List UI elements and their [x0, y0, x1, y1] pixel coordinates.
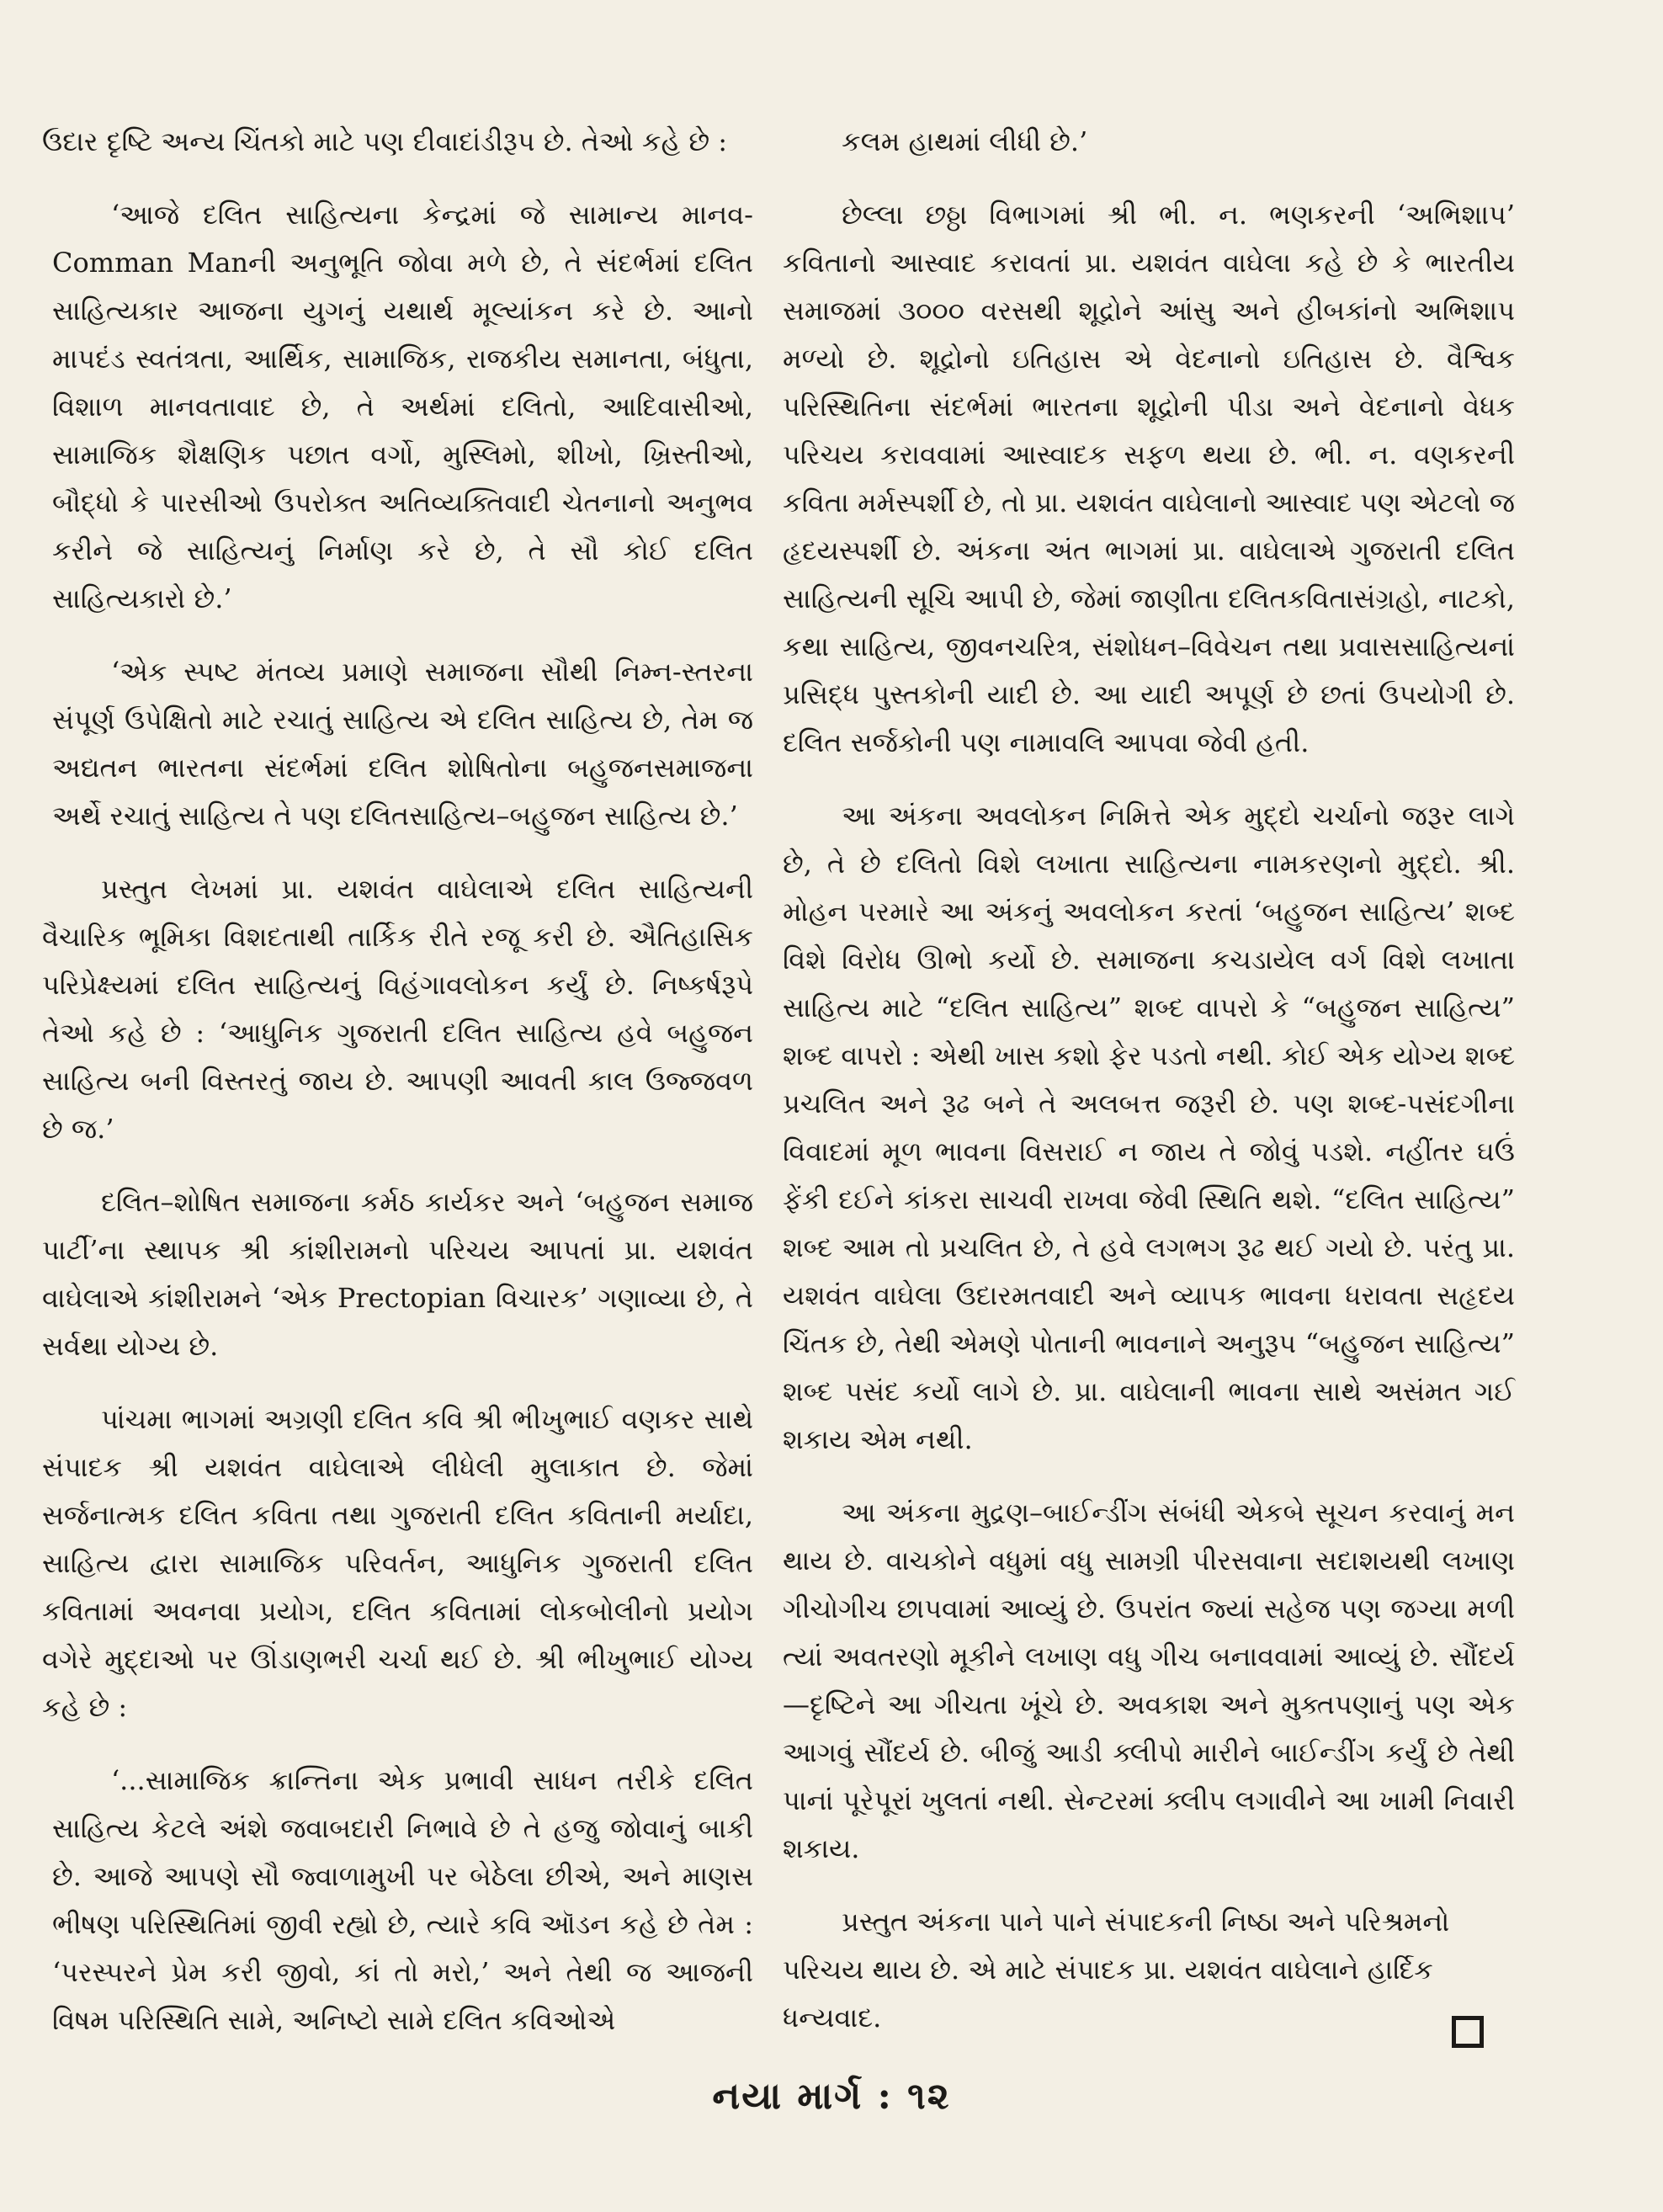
- left-column: [42, 118, 753, 2070]
- paragraph: આ અંકના મુદ્રણ–બાઈન્ડીંગ સંબંધી એકબે સૂચન કરવાનું મન થાય છે. વાચકોને વધુમાં વધુ સામગ્રી પીરસવાના સદાશયથી લખાણ ગીચોગીચ છાપવામાં આવ્યું છે. ઉપરાંત જ્યાં સહેજ પણ જગ્યા મળી ત્યાં અવતરણો મૂકીને લખાણ વધુ ગીચ બનાવવામાં આવ્યું છે. સૌંદર્ય—દૃષ્ટિને આ ગીચતા ખૂંચે છે. અવકાશ અને મુક્તપણાનું પણ એક આગવું સૌંદર્ય છે. બીજું આડી ક્લીપો મારીને બાઈન્ડીંગ કર્યું છે તેથી પાનાં પૂરેપૂરાં ખુલતાં નથી. સેન્ટરમાં ક્લીપ લગાવીને આ ખામી નિવારી શકાય.: [783, 1497, 1515, 1864]
- block-quote: ‘આજે દલિત સાહિત્યના કેન્દ્રમાં જે સામાન્ય માનવ-Comman Manની અનુભૂતિ જોવા મળે છે, તે સંદર્ભમાં દલિત સાહિત્યકાર આજના યુગનું યથાર્થ મૂલ્યાંકન કરે છે. આનો માપદંડ સ્વતંત્રતા, આર્થિક, સામાજિક, રાજકીય સમાનતા, બંધુતા, વિશાળ માનવતાવાદ છે, તે અર્થમાં દલિતો, આદિવાસીઓ, સામાજિક શૈક્ષણિક પછાત વર્ગો, મુસ્લિમો, શીખો, ખ્રિસ્તીઓ, બૌદ્ધો કે પારસીઓ ઉપરોક્ત અતિવ્યક્તિવાદી ચેતનાનો અનુભવ કરીને જે સાહિત્યનું નિર્માણ કરે છે, તે સૌ કોઈ દલિત સાહિત્યકારો છે.’: [52, 199, 753, 614]
- paragraph: છેલ્લા છઠ્ઠા વિભાગમાં શ્રી ભી. ન. ભણકરની ‘અભિશાપ’ કવિતાનો આસ્વાદ કરાવતાં પ્રા. યશવંત વાઘેલા કહે છે કે ભારતીય સમાજમાં ૩૦૦૦ વરસથી શૂદ્રોને આંસુ અને હીબકાંનો અભિશાપ મળ્યો છે. શૂદ્રોનો ઇતિહાસ એ વેદનાનો ઇતિહાસ છે. વૈશ્વિક પરિસ્થિતિના સંદર્ભમાં ભારતના શૂદ્રોની પીડા અને વેદનાનો વેધક પરિચય કરાવવામાં આસ્વાદક સફળ થયા છે. ભી. ન. વણકરની કવિતા મર્મસ્પર્શી છે, તો પ્રા. યશવંત વાઘેલાનો આસ્વાદ પણ એટલો જ હૃદયસ્પર્શી છે. અંકના અંત ભાગમાં પ્રા. વાઘેલાએ ગુજરાતી દલિત સાહિત્યની સૂચિ આપી છે, જેમાં જાણીતા દલિતકવિતાસંગ્રહો, નાટકો, કથા સાહિત્ય, જીવનચરિત્ર, સંશોધન–વિવેચન તથા પ્રવાસસાહિત્યનાં પ્રસિદ્ધ પુસ્તકોની યાદી છે. આ યાદી અપૂર્ણ છે છતાં ઉપયોગી છે. દલિત સર્જકોની પણ નામાવલિ આપવા જેવી હતી.: [783, 199, 1515, 758]
- paragraph: પાંચમા ભાગમાં અગ્રણી દલિત કવિ શ્રી ભીખુભાઈ વણકર સાથે સંપાદક શ્રી યશવંત વાઘેલાએ લીધેલી મુલાકાત છે. જેમાં સર્જનાત્મક દલિત કવિતા તથા ગુજરાતી દલિત કવિતાની મર્યાદા, સાહિત્ય દ્વારા સામાજિક પરિવર્તન, આધુનિક ગુજરાતી દલિત કવિતામાં અવનવા પ્રયોગ, દલિત કવિતામાં લોકબોલીનો પ્રયોગ વગેરે મુદ્દાઓ પર ઊંડાણભરી ચર્ચા થઈ છે. શ્રી ભીખુભાઈ યોગ્ય કહે છે :: [42, 1403, 753, 1723]
- block-quote: ‘...સામાજિક ક્રાન્તિના એક પ્રભાવી સાધન તરીકે દલિત સાહિત્ય કેટલે અંશે જવાબદારી નિભાવે છે તે હજુ જોવાનું બાકી છે. આજે આપણે સૌ જ્વાળામુખી પર બેઠેલા છીએ, અને માણસ ભીષણ પરિસ્થિતિમાં જીવી રહ્યો છે, ત્યારે કવિ ઑડન કહે છે તેમ : ‘પરસ્પરને પ્રેમ કરી જીવો, કાં તો મરો,’ અને તેથી જ આજની વિષમ પરિસ્થિતિ સામે, અનિષ્ટો સામે દલિત કવિઓએ: [52, 1764, 753, 2036]
- paragraph: આ અંકના અવલોકન નિમિત્તે એક મુદ્દો ચર્ચાનો જરૂર લાગે છે, તે છે દલિતો વિશે લખાતા સાહિત્યના નામકરણનો મુદ્દો. શ્રી. મોહન પરમારે આ અંકનું અવલોકન કરતાં ‘બહુજન સાહિત્ય’ શબ્દ વિશે વિરોધ ઊભો કર્યો છે. સમાજના કચડાયેલ વર્ગ વિશે લખાતા સાહિત્ય માટે “દલિત સાહિત્ય” શબ્દ વાપરો કે “બહુજન સાહિત્ય” શબ્દ વાપરો : એથી ખાસ કશો ફેર પડતો નથી. કોઈ એક યોગ્ય શબ્દ પ્રચલિત અને રૂઢ બને તે અલબત્ત જરૂરી છે. પણ શબ્દ-પસંદગીના વિવાદમાં મૂળ ભાવના વિસરાઈ ન જાય તે જોવું પડશે. નહીંતર ઘઉં ફેંકી દઈને કાંકરા સાચવી રાખવા જેવી સ્થિતિ થશે. “દલિત સાહિત્ય” શબ્દ આમ તો પ્રચલિત છે, તે હવે લગભગ રૂઢ થઈ ગયો છે. પરંતુ પ્રા. યશવંત વાઘેલા ઉદારમતવાદી અને વ્યાપક ભાવના ધરાવતા સહૃદય ચિંતક છે, તેથી એમણે પોતાની ભાવનાને અનુરૂપ “બહુજન સાહિત્ય” શબ્દ પસંદ કર્યો લાગે છે. પ્રા. વાઘેલાની ભાવના સાથે અસંમત ગઈ શકાય એમ નથી.: [783, 800, 1515, 1455]
- end-mark-icon: [1452, 2016, 1484, 2048]
- block-quote: ‘એક સ્પષ્ટ મંતવ્ય પ્રમાણે સમાજના સૌથી નિમ્ન-સ્તરના સંપૂર્ણ ઉપેક્ષિતો માટે રચાતું સાહિત્ય એ દલિત સાહિત્ય છે, તેમ જ અદ્યતન ભારતના સંદર્ભમાં દલિત શોષિતોના બહુજનસમાજના અર્થે રચાતું સાહિત્ય તે પણ દલિતસાહિત્ય–બહુજન સાહિત્ય છે.’: [52, 656, 753, 832]
- right-column: [783, 118, 1515, 2067]
- paragraph: ઉદાર દૃષ્ટિ અન્ય ચિંતકો માટે પણ દીવાદાંડીરૂપ છે. તેઓ કહે છે :: [42, 125, 728, 157]
- paragraph: પ્રસ્તુત અંકના પાને પાને સંપાદકની નિષ્ઠા અને પરિશ્રમનો પરિચય થાય છે. એ માટે સંપાદક પ્રા. યશવંત વાઘેલાને હાર્દિક ધન્યવાદ.: [783, 1906, 1450, 2034]
- paragraph: પ્રસ્તુત લેખમાં પ્રા. યશવંત વાઘેલાએ દલિત સાહિત્યની વૈચારિક ભૂમિકા વિશદતાથી તાર્કિક રીતે રજૂ કરી છે. ઐતિહાસિક પરિપ્રેક્ષ્યમાં દલિત સાહિત્યનું વિહંગાવલોકન કર્યું છે. નિષ્કર્ષરૂપે તેઓ કહે છે : ‘આધુનિક ગુજરાતી દલિત સાહિત્ય હવે બહુજન સાહિત્ય બની વિસ્તરતું જાય છે. આપણી આવતી કાલ ઉજ્જવળ છે જ.’: [42, 873, 753, 1145]
- paragraph: કલમ હાથમાં લીધી છે.’: [842, 125, 1088, 157]
- page-footer: નયા માર્ગ : ૧૨: [712, 2075, 951, 2118]
- paragraph: દલિત–શોષિત સમાજના કર્મઠ કાર્યકર અને ‘બહુજન સમાજ પાર્ટી’ના સ્થાપક શ્રી કાંશીરામનો પરિચય આપતાં પ્રા. યશવંત વાઘેલાએ કાંશીરામને ‘એક Prectopian વિચારક’ ગણાવ્યા છે, તે સર્વથા યોગ્ય છે.: [42, 1186, 753, 1362]
